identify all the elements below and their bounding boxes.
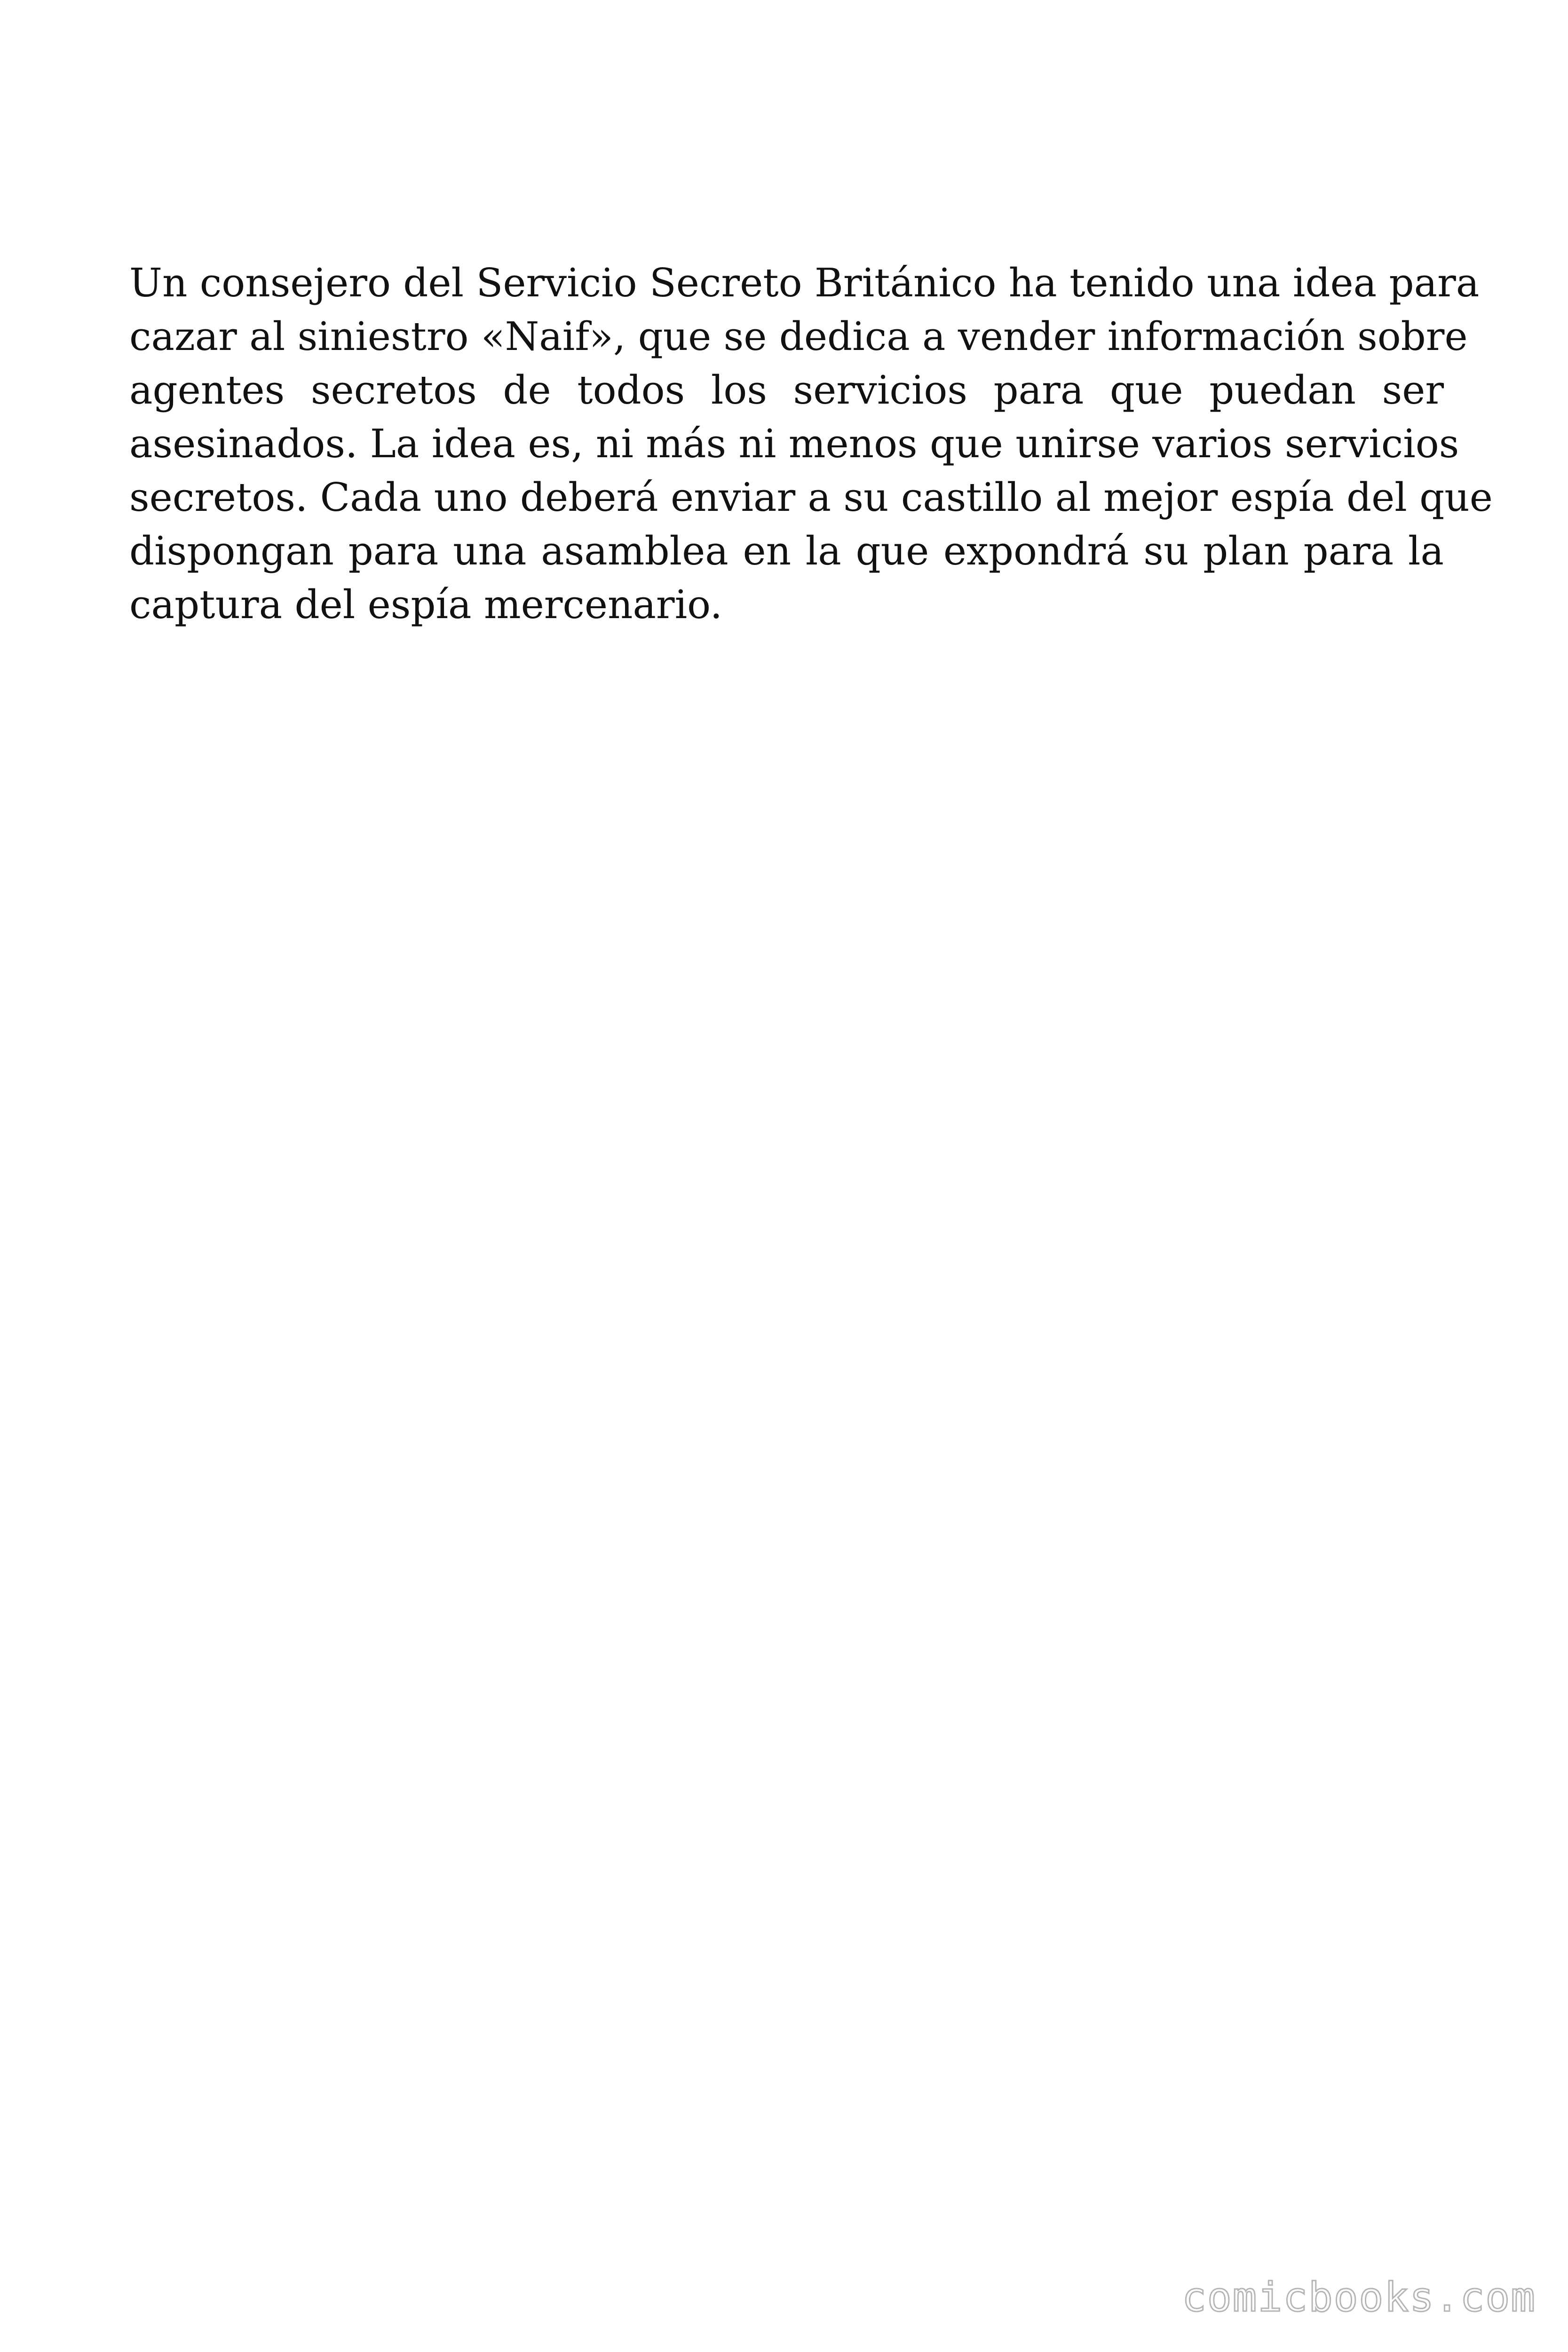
paragraph-line: Un consejero del Servicio Secreto Británico ha tenido una idea para <box>129 260 1480 306</box>
paragraph-line: dispongan para una asamblea en la que expondrá su plan para la <box>129 528 1444 574</box>
paragraph-line: secretos. Cada uno deberá enviar a su castillo al mejor espía del que <box>129 475 1493 520</box>
paragraph-line: cazar al siniestro «Naif», que se dedica a vender información sobre <box>129 314 1468 359</box>
synopsis-paragraph <box>129 256 1493 632</box>
site-watermark: comicbooks.com <box>1182 2274 1536 2321</box>
paragraph-line: captura del espía mercenario. <box>129 582 723 628</box>
paragraph-line: asesinados. La idea es, ni más ni menos que unirse varios servicios <box>129 421 1459 467</box>
paragraph-line: agentes secretos de todos los servicios para que puedan ser <box>129 367 1444 413</box>
